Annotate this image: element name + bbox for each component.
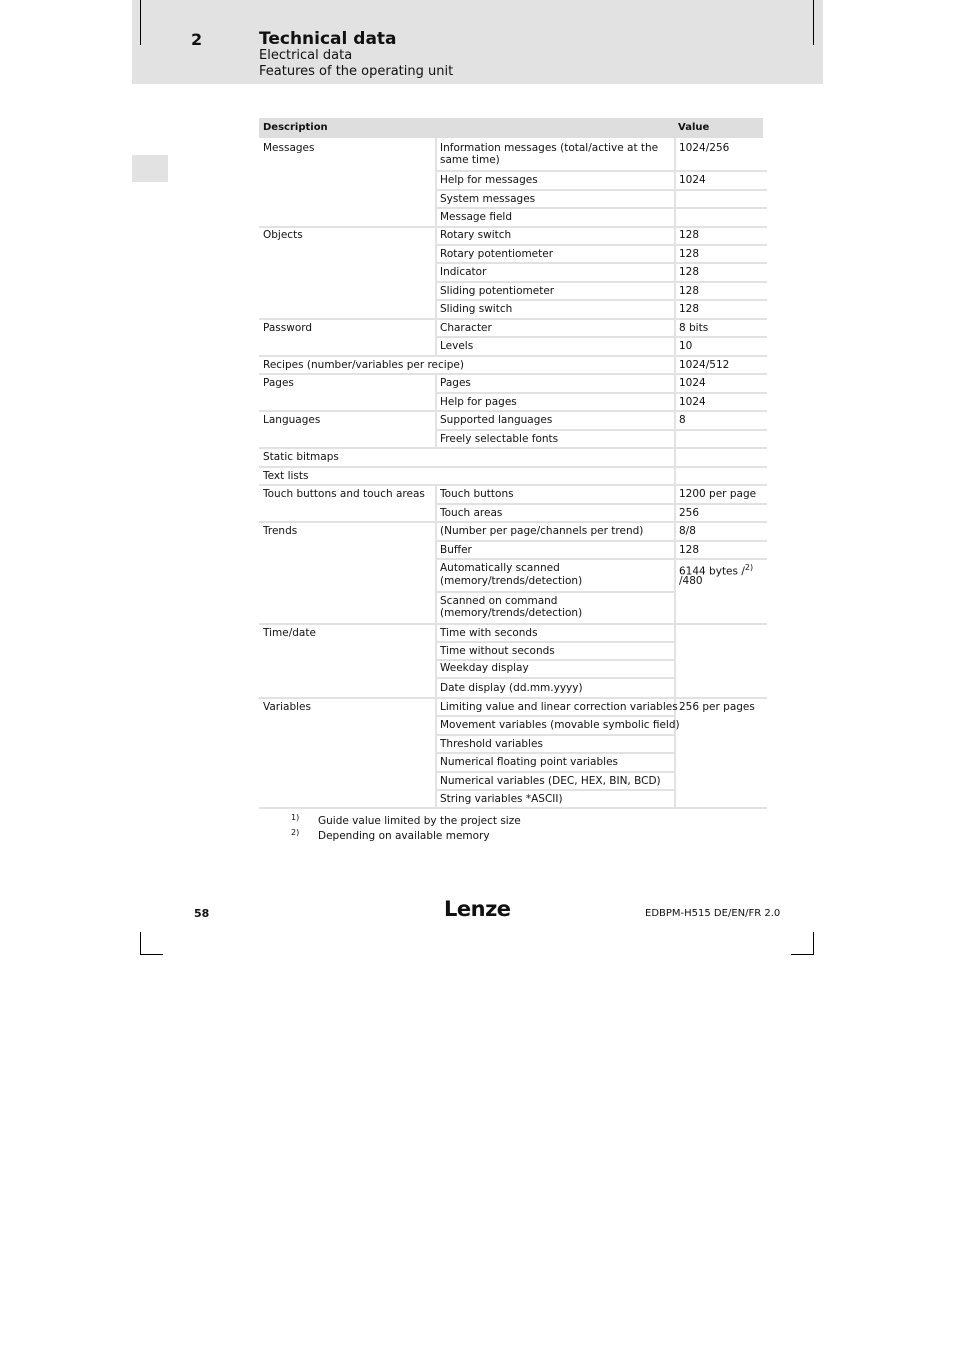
value-cell: 128 (679, 544, 700, 556)
item-label: Levels (440, 340, 474, 352)
group-label: Static bitmaps (263, 451, 339, 463)
item-label: Touch buttons (440, 488, 514, 500)
value-cell: 8/8 (679, 525, 696, 537)
sub-row-divider (437, 789, 675, 791)
value-cell-cont: /480 (679, 575, 703, 587)
value-cell: 128 (679, 285, 700, 297)
row-divider (259, 318, 767, 320)
item-label: Scanned on command (440, 595, 558, 607)
sub-row-divider (437, 591, 675, 593)
lenze-logo: Lenze (444, 897, 511, 921)
item-label: (Number per page/channels per trend) (440, 525, 644, 537)
column-separator (435, 138, 437, 227)
item-label: Rotary potentiometer (440, 248, 554, 260)
group-label: Time/date (263, 627, 316, 639)
header-description: Description (263, 122, 328, 133)
item-label-cont: same time) (440, 154, 500, 166)
value-cell: 8 bits (679, 322, 709, 334)
group-label: Pages (263, 377, 294, 389)
group-label: Trends (263, 525, 298, 537)
value-cell: 10 (679, 340, 693, 352)
value-text: 6144 bytes / (679, 565, 745, 578)
item-label: Weekday display (440, 662, 529, 674)
sub-row-divider (437, 540, 767, 542)
item-label-cont: (memory/trends/detection) (440, 575, 583, 587)
group-label: Touch buttons and touch areas (263, 488, 425, 500)
sub-row-divider (437, 771, 675, 773)
item-label-cont: (memory/trends/detection) (440, 607, 583, 619)
item-label: Message field (440, 211, 513, 223)
item-label: Limiting value and linear correction variables (440, 701, 678, 713)
sub-row-divider (437, 262, 767, 264)
sub-row-divider (437, 503, 767, 505)
item-label: Buffer (440, 544, 472, 556)
group-label: Objects (263, 229, 303, 241)
sub-row-divider (437, 170, 767, 172)
item-label: Numerical floating point variables (440, 756, 619, 768)
value-cell: 256 per pages (679, 701, 755, 713)
value-cell: 1024/512 (679, 359, 730, 371)
group-label: Password (263, 322, 313, 334)
item-label: Help for pages (440, 396, 517, 408)
section-subtitle: Electrical data (259, 48, 353, 63)
sub-row-divider (437, 429, 767, 431)
footnote-ref: 2) (744, 563, 754, 572)
page-title: Technical data (259, 29, 397, 49)
column-separator (435, 485, 437, 807)
sub-row-divider (437, 281, 767, 283)
item-label: Touch areas (440, 507, 503, 519)
item-label: Freely selectable fonts (440, 433, 559, 445)
chapter-side-tab (132, 155, 168, 182)
header-value: Value (678, 122, 710, 133)
crop-mark-bottom-right (813, 932, 814, 955)
footnote-text: Guide value limited by the project size (318, 815, 521, 827)
group-label: Messages (263, 142, 315, 154)
value-cell: 1024 (679, 377, 706, 389)
sub-row-divider (437, 392, 767, 394)
crop-mark-top-left (140, 0, 141, 45)
item-label: Sliding switch (440, 303, 513, 315)
sub-row-divider (437, 244, 767, 246)
sub-row-divider (437, 677, 675, 679)
page-number: 58 (194, 907, 210, 920)
group-label: Recipes (number/variables per recipe) (263, 359, 464, 371)
row-divider (259, 807, 767, 809)
sub-row-divider (437, 336, 767, 338)
crop-mark-bottom-right (791, 954, 814, 955)
document-id: EDBPM-H515 DE/EN/FR 2.0 (645, 908, 781, 919)
sub-row-divider (437, 659, 675, 661)
row-divider (259, 623, 767, 625)
row-divider (259, 466, 767, 468)
value-cell: 128 (679, 266, 700, 278)
value-cell: 128 (679, 248, 700, 260)
row-divider (259, 697, 767, 699)
item-label: Threshold variables (440, 738, 543, 750)
subsection-subtitle: Features of the operating unit (259, 64, 454, 79)
item-label: Character (440, 322, 492, 334)
item-label: Rotary switch (440, 229, 512, 241)
value-cell: 1024 (679, 174, 706, 186)
item-label: String variables *ASCII) (440, 793, 563, 805)
item-label: Movement variables (movable symbolic field) (440, 719, 680, 731)
footnote-text: Depending on available memory (318, 830, 490, 842)
sub-row-divider (437, 715, 675, 717)
sub-row-divider (437, 189, 767, 191)
item-label: Indicator (440, 266, 487, 278)
value-cell: 128 (679, 303, 700, 315)
crop-mark-top-right (813, 0, 814, 45)
row-divider (259, 355, 767, 357)
item-label: Date display (dd.mm.yyyy) (440, 682, 583, 694)
value-cell: 1024/256 (679, 142, 730, 154)
item-label: Time with seconds (440, 627, 538, 639)
row-divider (259, 484, 767, 486)
item-label: Pages (440, 377, 471, 389)
item-label: Automatically scanned (440, 562, 560, 574)
item-label: Numerical variables (DEC, HEX, BIN, BCD) (440, 775, 661, 787)
row-divider (259, 226, 767, 228)
chapter-number: 2 (191, 30, 203, 49)
row-divider (259, 521, 767, 523)
row-divider (259, 447, 767, 449)
crop-mark-bottom-left (140, 932, 141, 955)
group-label: Variables (263, 701, 311, 713)
item-label: Help for messages (440, 174, 538, 186)
header-band (132, 0, 823, 84)
value-cell: 256 (679, 507, 700, 519)
group-label: Text lists (263, 470, 309, 482)
value-cell: 1024 (679, 396, 706, 408)
footnote-mark: 1) (291, 813, 300, 822)
value-cell: 128 (679, 229, 700, 241)
sub-row-divider (437, 299, 767, 301)
sub-row-divider (437, 752, 675, 754)
sub-row-divider (437, 207, 767, 209)
table-header (259, 118, 763, 138)
footnote-mark: 2) (291, 828, 300, 837)
sub-row-divider (437, 734, 675, 736)
sub-row-divider (437, 641, 675, 643)
item-label: System messages (440, 193, 536, 205)
value-cell: 1200 per page (679, 488, 757, 500)
item-label: Supported languages (440, 414, 553, 426)
item-label: Sliding potentiometer (440, 285, 555, 297)
group-label: Languages (263, 414, 321, 426)
value-cell: 8 (679, 414, 686, 426)
crop-mark-bottom-left (140, 954, 163, 955)
item-label: Information messages (total/active at the (440, 142, 659, 154)
item-label: Time without seconds (440, 645, 555, 657)
row-divider (259, 373, 767, 375)
sub-row-divider (437, 558, 767, 560)
row-divider (259, 410, 767, 412)
